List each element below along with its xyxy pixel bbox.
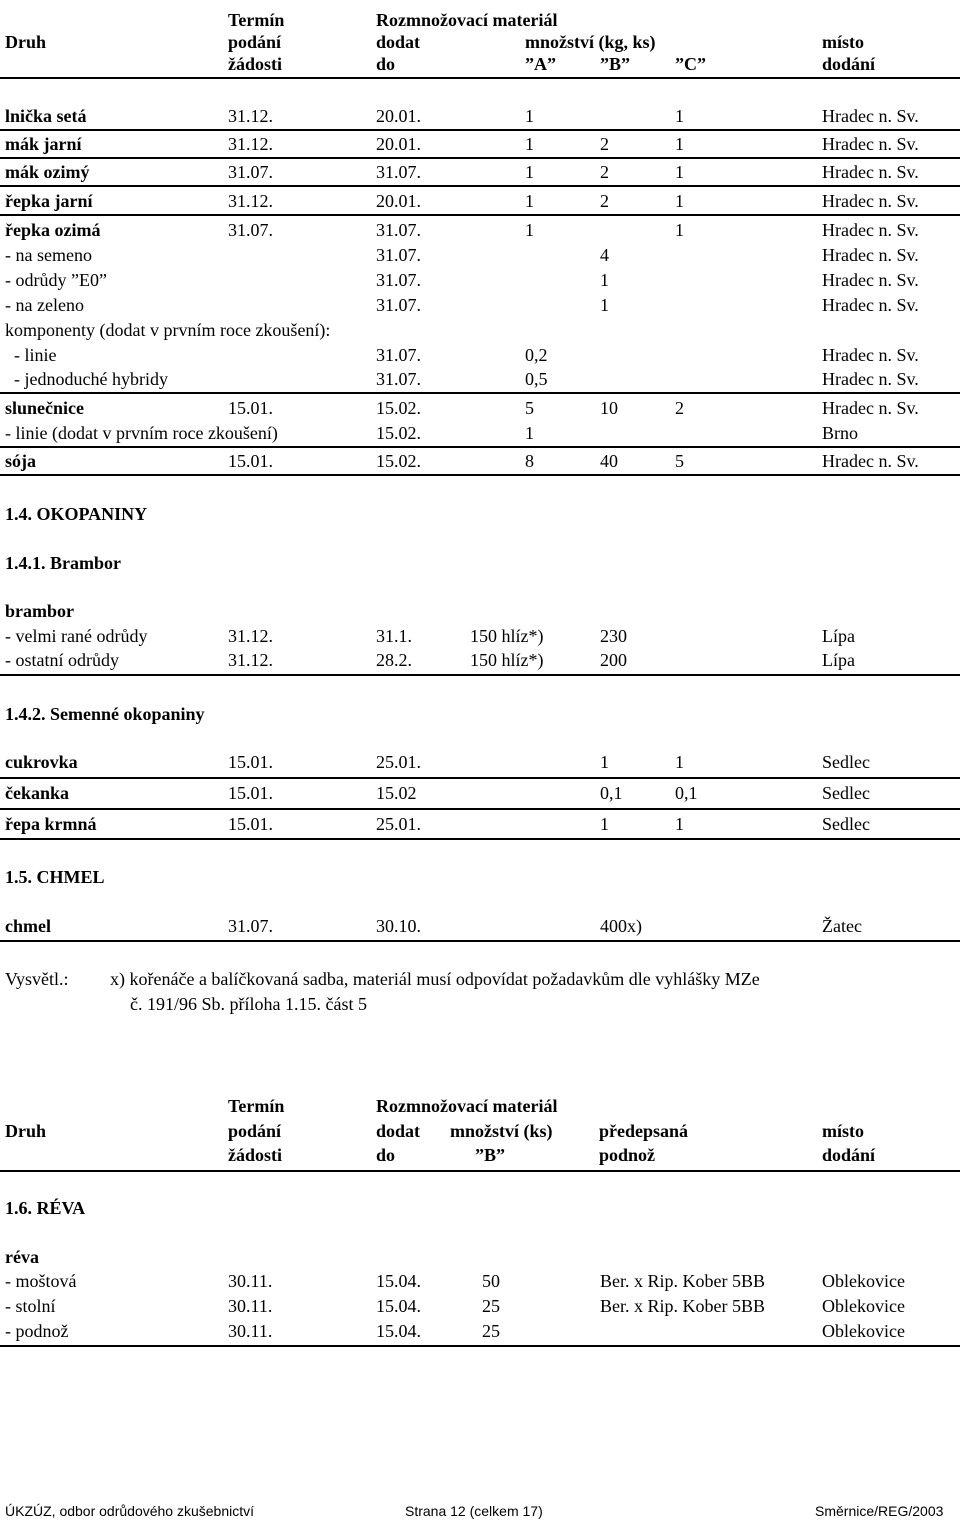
row-misto: Žatec [822, 916, 862, 936]
row-c: 1 [675, 106, 684, 126]
row-b: 1 [600, 270, 609, 290]
row-termin: 31.12. [228, 191, 273, 211]
row-termin: 15.01. [228, 814, 273, 834]
row-druh: mák jarní [5, 134, 82, 154]
table-row [0, 1319, 960, 1343]
row-druh: - podnož [5, 1321, 69, 1341]
row-a: 1 [525, 423, 534, 443]
row-mnozstvi: 50 [482, 1271, 500, 1291]
header-zadosti: žádosti [228, 54, 282, 74]
footer-right: Směrnice/REG/2003 [815, 1503, 944, 1519]
row-dodat: 15.04. [376, 1271, 421, 1291]
row-misto: Hradec n. Sv. [822, 398, 919, 418]
table-row [0, 318, 960, 342]
row-dodat: 15.02. [376, 423, 421, 443]
header-misto: místo [822, 1121, 864, 1141]
footer-left: ÚKZÚZ, odbor odrůdového zkušebnictví [5, 1503, 255, 1519]
row-termin: 31.07. [228, 916, 273, 936]
row-termin: 15.01. [228, 783, 273, 803]
row-a: 0,2 [525, 345, 548, 365]
row-misto: Oblekovice [822, 1296, 905, 1316]
table-row [0, 1294, 960, 1318]
divider [0, 674, 960, 676]
row-misto: Sedlec [822, 814, 870, 834]
table-row [0, 914, 960, 938]
row-dodat: 28.2. [376, 650, 412, 670]
divider [0, 808, 960, 810]
row-dodat: 31.07. [376, 369, 421, 389]
header-do: do [376, 1145, 396, 1165]
header-termin: Termín [228, 1096, 285, 1116]
header-zadosti: žádosti [228, 1145, 282, 1165]
header-dodat: dodat [376, 1121, 421, 1141]
row-druh: - jednoduché hybridy [5, 369, 168, 389]
row-misto: Hradec n. Sv. [822, 106, 919, 126]
header-mnozstvi: množství (ks) [450, 1121, 553, 1141]
divider [0, 777, 960, 779]
header-a: ”A” [525, 54, 556, 74]
row-druh: cukrovka [5, 752, 78, 772]
row-druh: sója [5, 451, 36, 471]
row-dodat: 15.04. [376, 1296, 421, 1316]
row-misto: Hradec n. Sv. [822, 345, 919, 365]
row-c: 1 [675, 752, 684, 772]
row-misto: Hradec n. Sv. [822, 220, 919, 240]
divider [0, 1170, 960, 1172]
row-misto: Hradec n. Sv. [822, 369, 919, 389]
table-row [0, 367, 960, 391]
divider [0, 940, 960, 942]
row-a: 1 [525, 191, 534, 211]
row-a: 150 hlíz*) [470, 650, 544, 670]
header-do: do [376, 54, 396, 74]
row-misto: Hradec n. Sv. [822, 245, 919, 265]
row-termin: 30.11. [228, 1321, 273, 1341]
row-a: 8 [525, 451, 534, 471]
note-line-2: č. 191/96 Sb. příloha 1.15. část 5 [130, 994, 367, 1014]
brambor-label: brambor [5, 601, 74, 621]
row-dodat: 15.02. [376, 398, 421, 418]
header-druh: Druh [5, 32, 47, 52]
row-misto: Oblekovice [822, 1271, 905, 1291]
header-misto: místo [822, 32, 864, 52]
row-termin: 31.12. [228, 134, 273, 154]
section-heading-brambor: 1.4.1. Brambor [5, 553, 121, 573]
row-dodat: 25.01. [376, 814, 421, 834]
section-heading-reva: 1.6. RÉVA [5, 1198, 86, 1218]
header-podani: podání [228, 32, 282, 52]
divider [0, 1345, 960, 1347]
row-dodat: 31.07. [376, 345, 421, 365]
row-termin: 15.01. [228, 451, 273, 471]
divider [0, 838, 960, 840]
row-dodat: 20.01. [376, 106, 421, 126]
section-heading-chmel: 1.5. CHMEL [5, 867, 105, 887]
row-podnoz: Ber. x Rip. Kober 5BB [600, 1271, 765, 1291]
row-dodat: 25.01. [376, 752, 421, 772]
row-b: 40 [600, 451, 618, 471]
table-row [0, 160, 960, 184]
table-row [0, 624, 960, 648]
table-row [0, 812, 960, 836]
header-dodani: dodání [822, 1145, 876, 1165]
table-row [0, 648, 960, 672]
row-termin: 30.11. [228, 1271, 273, 1291]
row-druh: - linie [5, 345, 57, 365]
header-c: ”C” [675, 54, 706, 74]
section-heading-okopaniny: 1.4. OKOPANINY [5, 504, 148, 524]
row-b: 2 [600, 191, 609, 211]
row-misto: Hradec n. Sv. [822, 295, 919, 315]
row-b: 4 [600, 245, 609, 265]
header-podani: podání [228, 1121, 282, 1141]
row-druh: čekanka [5, 783, 70, 803]
divider [0, 392, 960, 394]
table-row [0, 421, 960, 445]
row-c: 0,1 [675, 783, 698, 803]
row-druh: - linie (dodat v prvním roce zkoušení) [5, 423, 278, 443]
header-dodani: dodání [822, 54, 876, 74]
row-dodat: 15.02. [376, 451, 421, 471]
row-b: 230 [600, 626, 627, 646]
row-misto: Sedlec [822, 752, 870, 772]
table-row [0, 750, 960, 774]
row-podnoz: Ber. x Rip. Kober 5BB [600, 1296, 765, 1316]
table-row [0, 396, 960, 420]
row-b: 0,1 [600, 783, 623, 803]
table-row [0, 218, 960, 242]
row-b: 10 [600, 398, 618, 418]
row-a: 0,5 [525, 369, 548, 389]
table-row [0, 343, 960, 367]
row-termin: 31.12. [228, 106, 273, 126]
row-b: 1 [600, 752, 609, 772]
divider [0, 446, 960, 448]
row-b: 1 [600, 814, 609, 834]
table-row [0, 1269, 960, 1293]
row-dodat: 15.02 [376, 783, 417, 803]
note-label: Vysvětl.: [5, 969, 69, 989]
row-c: 1 [675, 162, 684, 182]
header-predepsana: předepsaná [599, 1121, 689, 1141]
row-b: 2 [600, 134, 609, 154]
row-druh: řepka jarní [5, 191, 93, 211]
header-podnoz: podnož [599, 1145, 656, 1165]
row-a: 1 [525, 162, 534, 182]
row-dodat: 31.07. [376, 220, 421, 240]
row-dodat: 31.1. [376, 626, 412, 646]
row-termin: 31.07. [228, 220, 273, 240]
row-dodat: 15.04. [376, 1321, 421, 1341]
row-druh: - na zeleno [5, 295, 84, 315]
table-row [0, 293, 960, 317]
row-c: 5 [675, 451, 684, 471]
row-misto: Hradec n. Sv. [822, 162, 919, 182]
row-termin: 31.12. [228, 650, 273, 670]
table-row [0, 243, 960, 267]
row-misto: Hradec n. Sv. [822, 191, 919, 211]
row-termin: 30.11. [228, 1296, 273, 1316]
row-druh: komponenty (dodat v prvním roce zkoušení): [5, 320, 331, 340]
reva-label: réva [5, 1247, 39, 1267]
row-druh: - ostatní odrůdy [5, 650, 119, 670]
row-dodat: 20.01. [376, 134, 421, 154]
row-misto: Hradec n. Sv. [822, 451, 919, 471]
row-druh: chmel [5, 916, 51, 936]
divider [0, 129, 960, 131]
table-row [0, 189, 960, 213]
note-line-1: x) kořenáče a balíčkovaná sadba, materiál musí odpovídat požadavkům dle vyhlášky MZe [110, 969, 760, 989]
row-druh: - stolní [5, 1296, 56, 1316]
row-misto: Brno [822, 423, 858, 443]
header-termin: Termín [228, 10, 285, 30]
row-druh: - na semeno [5, 245, 92, 265]
divider [0, 474, 960, 476]
table-row [0, 781, 960, 805]
row-termin: 15.01. [228, 752, 273, 772]
footer-center: Strana 12 (celkem 17) [405, 1503, 543, 1519]
header-b: ”B” [475, 1145, 506, 1165]
row-termin: 31.12. [228, 626, 273, 646]
row-dodat: 31.07. [376, 270, 421, 290]
header-rozmnozovaci: Rozmnožovací materiál [376, 1096, 558, 1116]
row-druh: - moštová [5, 1271, 77, 1291]
row-druh: lnička setá [5, 106, 87, 126]
row-misto: Hradec n. Sv. [822, 134, 919, 154]
table-row [0, 132, 960, 156]
row-druh: řepa krmná [5, 814, 97, 834]
header-rozmnozovaci: Rozmnožovací materiál [376, 10, 558, 30]
header-b: ”B” [600, 54, 631, 74]
row-druh: řepka ozimá [5, 220, 101, 240]
row-dodat: 31.07. [376, 245, 421, 265]
row-a: 1 [525, 106, 534, 126]
table-row [0, 449, 960, 473]
row-druh: mák ozimý [5, 162, 90, 182]
row-dodat: 20.01. [376, 191, 421, 211]
header-dodat: dodat [376, 32, 421, 52]
row-termin: 15.01. [228, 398, 273, 418]
row-c: 1 [675, 134, 684, 154]
row-b: 200 [600, 650, 627, 670]
row-dodat: 30.10. [376, 916, 421, 936]
row-misto: Oblekovice [822, 1321, 905, 1341]
row-mnozstvi: 25 [482, 1321, 500, 1341]
row-misto: Sedlec [822, 783, 870, 803]
row-misto: Hradec n. Sv. [822, 270, 919, 290]
table-row [0, 104, 960, 128]
row-b: 400x) [600, 916, 642, 936]
header-mnozstvi: množství (kg, ks) [525, 32, 656, 52]
row-c: 1 [675, 220, 684, 240]
row-druh: - velmi rané odrůdy [5, 626, 148, 646]
row-a: 5 [525, 398, 534, 418]
row-misto: Lípa [822, 650, 855, 670]
row-a: 1 [525, 134, 534, 154]
header-druh: Druh [5, 1121, 47, 1141]
row-c: 2 [675, 398, 684, 418]
row-druh: slunečnice [5, 398, 84, 418]
row-dodat: 31.07. [376, 295, 421, 315]
row-b: 2 [600, 162, 609, 182]
divider [0, 185, 960, 187]
row-b: 1 [600, 295, 609, 315]
row-c: 1 [675, 814, 684, 834]
table-row [0, 268, 960, 292]
section-heading-semenne: 1.4.2. Semenné okopaniny [5, 704, 205, 724]
row-a: 150 hlíz*) [470, 626, 544, 646]
divider [0, 77, 960, 79]
row-dodat: 31.07. [376, 162, 421, 182]
divider [0, 214, 960, 216]
row-misto: Lípa [822, 626, 855, 646]
row-druh: - odrůdy ”E0” [5, 270, 107, 290]
divider [0, 157, 960, 159]
row-c: 1 [675, 191, 684, 211]
row-mnozstvi: 25 [482, 1296, 500, 1316]
row-a: 1 [525, 220, 534, 240]
row-termin: 31.07. [228, 162, 273, 182]
